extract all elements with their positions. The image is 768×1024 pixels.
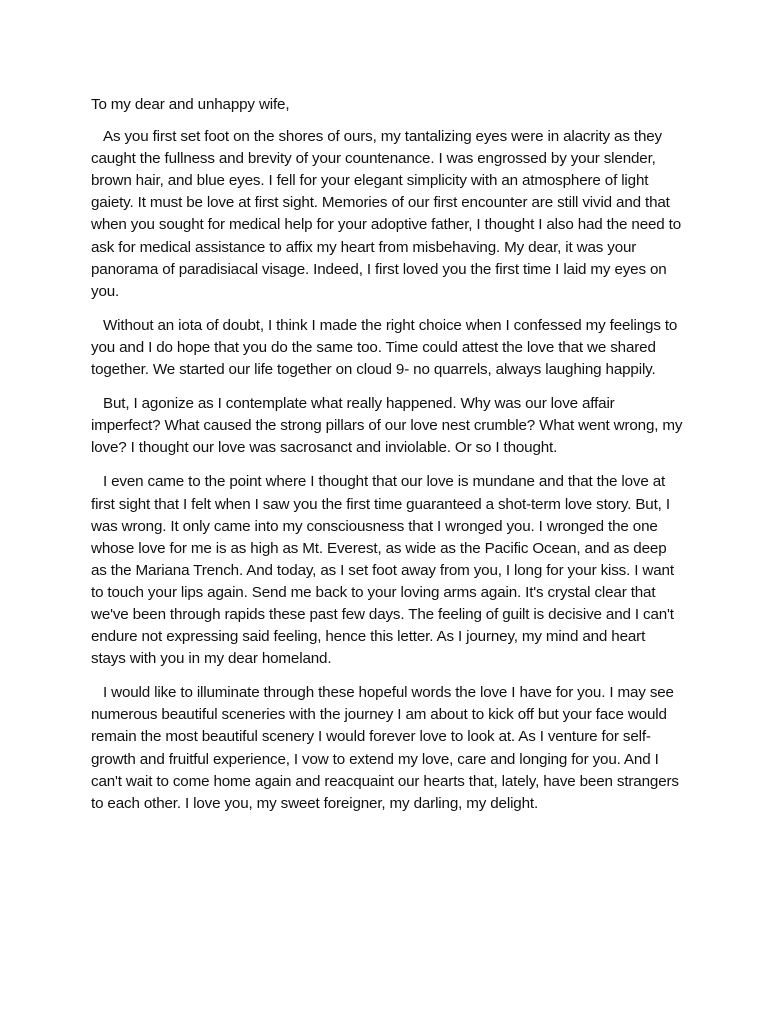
letter-paragraph-5: I would like to illuminate through these hopeful words the love I have for you. I may see numerous beautiful sceneries with the journey I am about to kick off but your face would remain the most beautiful scenery I would forever love to look at. As I venture for self- growth and fruitful experience, I vow to extend my love, care and longing for you. And I can't wait to come home again and reacquaint our hearts that, lately, have been strangers to each other. I love you, my sweet foreigner, my darling, my delight. [91, 684, 679, 812]
letter-body [91, 94, 683, 827]
letter-salutation: To my dear and unhappy wife, [91, 96, 290, 113]
letter-paragraph-2: Without an iota of doubt, I think I made the right choice when I confessed my feelings to you and I do hope that you do the same too. Time could attest the love that we shared together. We started our life together on cloud 9- no quarrels, always laughing happily. [91, 316, 678, 379]
letter-paragraph-3: But, I agonize as I contemplate what really happened. Why was our love affair imperfect? What caused the strong pillars of our love nest crumble? What went wrong, my love? I thought our love was sacrosanct and inviolable. Or so I thought. [91, 395, 683, 457]
letter-paragraph-1: As you first set foot on the shores of ours, my tantalizing eyes were in alacrity as they caught the fullness and brevity of your countenance. I was engrossed by your slender, brown hair, and blue eyes. I fell for your elegant simplicity with an atmosphere of light gaiety. It must be love at first sight. Memories of our first encounter are still vivid and that when you sought for medical help for your adoptive father, I thought I also had the need to ask for medical assistance to affix my heart from misbehaving. My dear, it was your panorama of paradisiacal visage. Indeed, I first loved you the first time I laid my eyes on you. [91, 128, 682, 300]
letter-paragraph-4: I even came to the point where I thought that our love is mundane and that the love at first sight that I felt when I saw you the first time guaranteed a shot-term love story. But, I was wrong. It only came into my consciousness that I wronged you. I wronged the one whose love for me is as high as Mt. Everest, as wide as the Pacific Ocean, and as deep as the Mariana Trench. And today, as I set foot away from you, I long for your kiss. I want to touch your lips again. Send me back to your loving arms again. It's crystal clear that we've been through rapids these past few days. The feeling of guilt is decisive and I can't endure not expressing said feeling, hence this letter. As I journey, my mind and heart stays with you in my dear homeland. [91, 473, 674, 668]
